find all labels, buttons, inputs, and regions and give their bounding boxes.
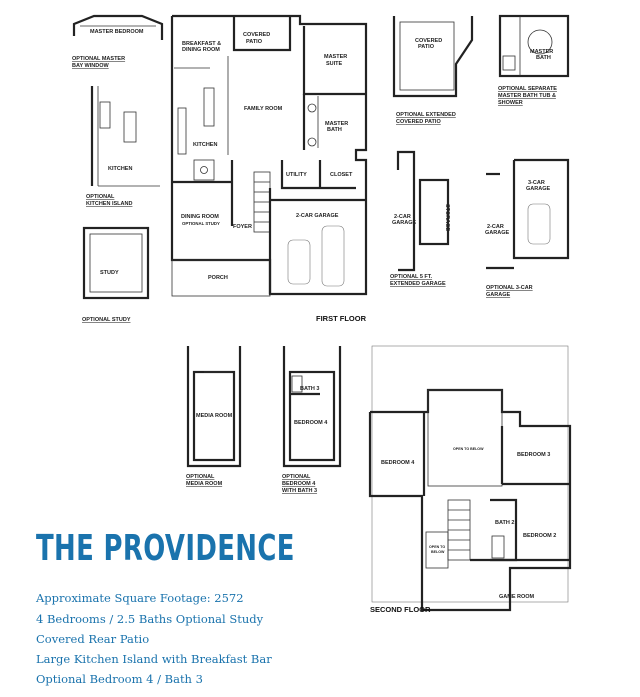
option-separate-tub-drawing (500, 16, 568, 76)
room-family-room: FAMILY ROOM (244, 106, 283, 112)
option-3car-garage-drawing (486, 160, 568, 268)
option-bedroom4-label-1: OPTIONAL (282, 474, 311, 480)
room-open-below: OPEN TO BELOW (453, 447, 484, 451)
feature-optional-bedroom: Optional Bedroom 4 / Bath 3 (36, 672, 203, 686)
option-kitchen-room: KITCHEN (108, 166, 133, 172)
option-media-room-label-2: MEDIA ROOM (186, 481, 223, 487)
option-extended-patio-drawing (394, 16, 472, 96)
room-master-suite-2: SUITE (326, 61, 343, 67)
option-master-bedroom-room: MASTER BEDROOM (90, 29, 144, 35)
option-extended-garage-drawing (398, 152, 448, 270)
feature-patio: Covered Rear Patio (36, 632, 150, 646)
room-open-to-1: OPEN TO (429, 545, 446, 549)
feature-sqft: Approximate Square Footage: 2572 (36, 591, 244, 605)
room-kitchen: KITCHEN (193, 142, 218, 148)
option-ext-garage-room-1: 2-CAR (394, 214, 411, 220)
option-3car-label-1: OPTIONAL 3-CAR (486, 285, 533, 291)
option-media-room-room: MEDIA ROOM (196, 413, 233, 419)
first-floor-label: FIRST FLOOR (316, 314, 366, 323)
room-bath2: BATH 2 (495, 520, 515, 526)
room-foyer: FOYER (233, 224, 252, 230)
option-bedroom4-room: BEDROOM 4 (294, 420, 328, 426)
option-media-room-drawing (188, 346, 240, 466)
option-study-drawing (84, 228, 148, 298)
room-bedroom2: BEDROOM 2 (523, 533, 557, 539)
option-3car-room-1: 3-CAR (528, 180, 545, 186)
option-kitchen-island-label-2: KITCHEN ISLAND (86, 201, 133, 207)
second-floor-plan (370, 346, 570, 610)
room-open-to-2: BELOW (431, 550, 445, 554)
room-porch: PORCH (208, 275, 228, 281)
option-3car-label-2: GARAGE (486, 292, 511, 298)
option-media-room-label-1: OPTIONAL (186, 474, 215, 480)
option-bay-window-drawing (74, 16, 162, 40)
second-floor-label: SECOND FLOOR (370, 605, 431, 614)
option-bedroom4-label-2: BEDROOM 4 (282, 481, 316, 487)
option-ext-patio-label-2: COVERED PATIO (396, 119, 441, 125)
feature-bedrooms: 4 Bedrooms / 2.5 Baths Optional Study (36, 612, 264, 626)
option-study-label: OPTIONAL STUDY (82, 317, 131, 323)
room-closet: CLOSET (330, 172, 353, 178)
room-master-bath-1: MASTER (325, 121, 349, 127)
option-sep-tub-room-1: MASTER (530, 49, 554, 55)
room-covered-patio-1: COVERED (243, 32, 271, 38)
room-breakfast-dining-2: DINING ROOM (182, 47, 220, 53)
option-bedroom4-label-3: WITH BATH 3 (282, 488, 318, 494)
option-ext-garage-label-1: OPTIONAL 5 FT. (390, 274, 433, 280)
option-study-room: STUDY (100, 270, 119, 276)
room-bedroom4: BEDROOM 4 (381, 460, 415, 466)
option-sep-tub-label-2: MASTER BATH TUB & (498, 93, 556, 99)
option-3car-room-4: GARAGE (485, 230, 510, 236)
option-3car-room-3: 2-CAR (487, 224, 504, 230)
room-dining-study-1: DINING ROOM (181, 214, 219, 220)
option-ext-patio-label-1: OPTIONAL EXTENDED (396, 112, 456, 118)
option-sep-tub-label-3: SHOWER (498, 100, 523, 106)
feature-kitchen-island: Large Kitchen Island with Breakfast Bar (36, 652, 272, 666)
room-game-room: GAME ROOM (499, 594, 535, 600)
option-sep-tub-room-2: BATH (536, 55, 551, 61)
room-breakfast-dining-1: BREAKFAST & (182, 41, 222, 47)
option-bay-window-label-1: OPTIONAL MASTER (72, 56, 126, 62)
room-master-bath-2: BATH (327, 127, 342, 133)
option-kitchen-island-label-1: OPTIONAL (86, 194, 115, 200)
option-storage-room: STORAGE (444, 204, 450, 232)
option-ext-patio-room-2: PATIO (418, 44, 434, 50)
option-sep-tub-label-1: OPTIONAL SEPARATE (498, 86, 557, 92)
room-dining-study-2: OPTIONAL STUDY (182, 221, 220, 226)
option-bedroom4-drawing (284, 346, 340, 466)
room-bedroom3: BEDROOM 3 (517, 452, 551, 458)
option-ext-patio-room-1: COVERED (415, 38, 443, 44)
option-ext-garage-room-2: GARAGE (392, 220, 417, 226)
room-master-suite-1: MASTER (324, 54, 348, 60)
room-2car-garage: 2-CAR GARAGE (296, 213, 339, 219)
plan-title: THE PROVIDENCE (36, 528, 295, 569)
option-ext-garage-label-2: EXTENDED GARAGE (390, 281, 446, 287)
option-3car-room-2: GARAGE (526, 186, 551, 192)
room-utility: UTILITY (286, 172, 307, 178)
option-bath3-room: BATH 3 (300, 386, 320, 392)
option-bay-window-label-2: BAY WINDOW (72, 63, 109, 69)
room-covered-patio-2: PATIO (246, 39, 262, 45)
